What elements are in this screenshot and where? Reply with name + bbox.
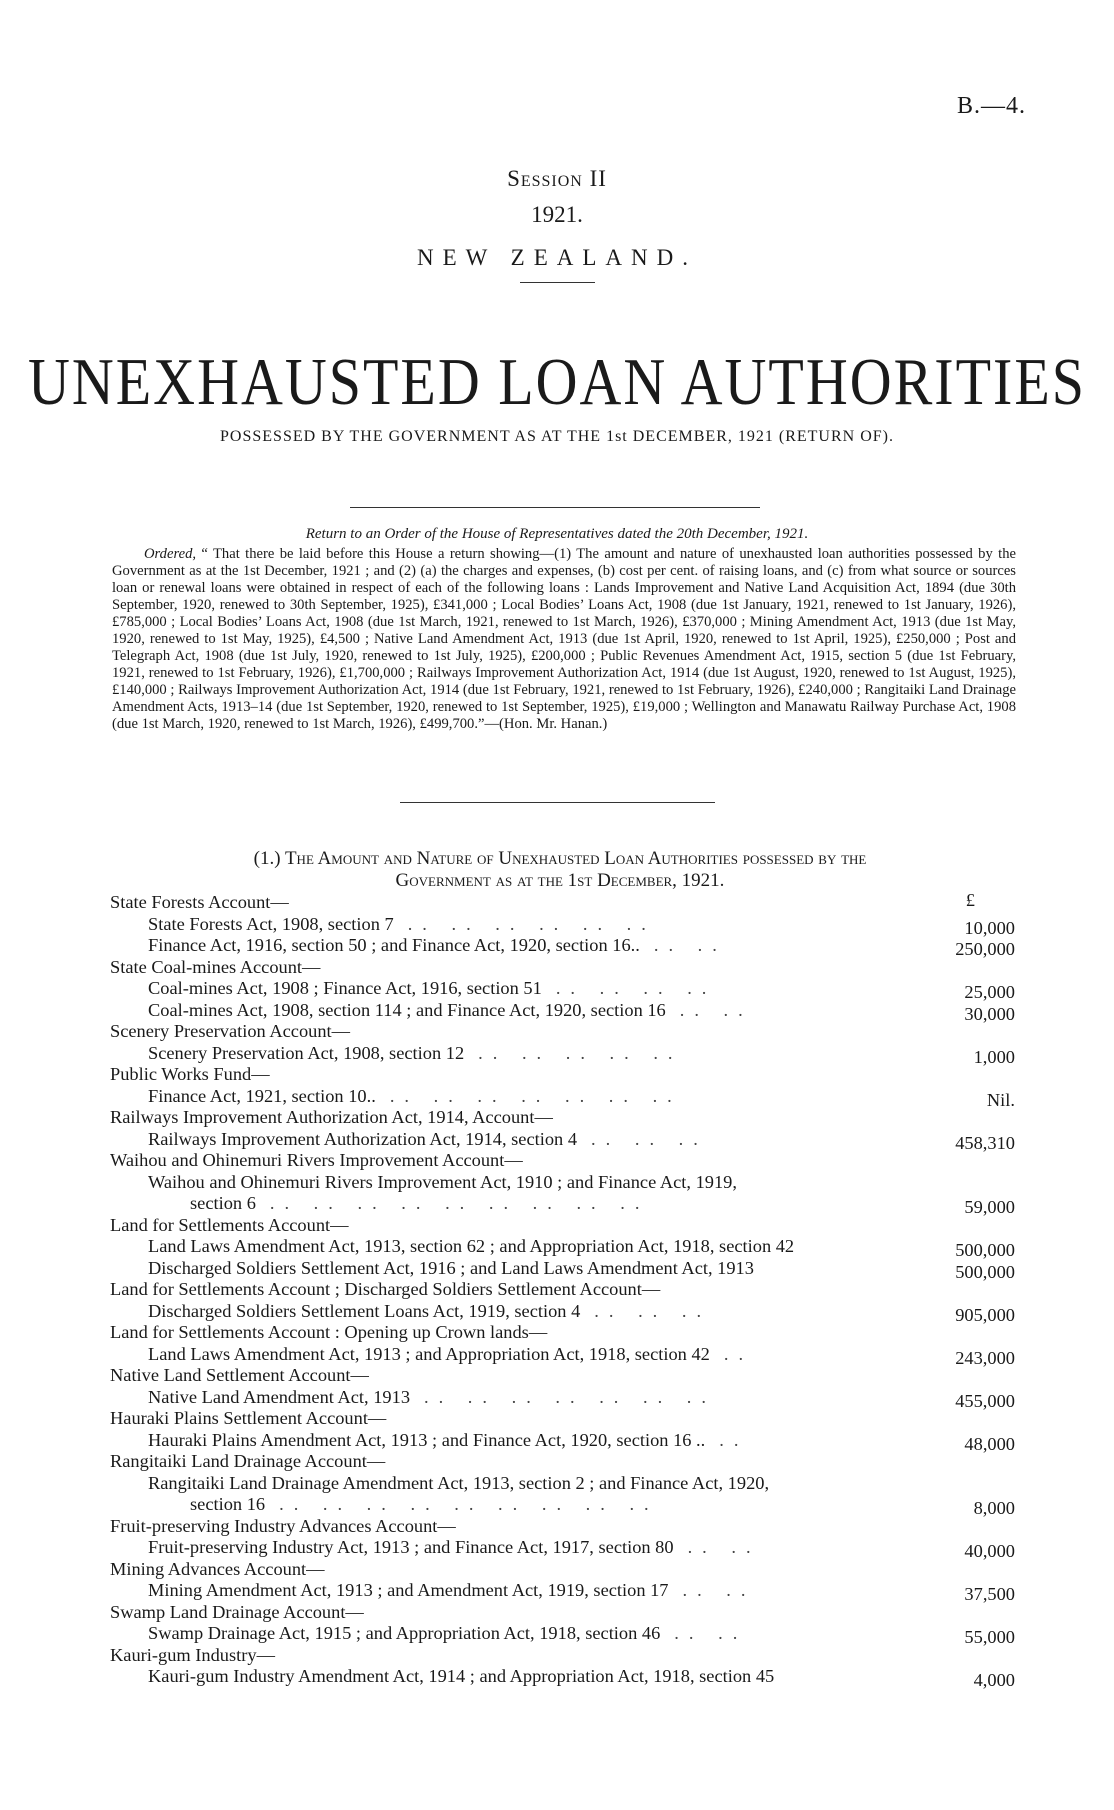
loan-authority-row — [110, 1387, 1015, 1409]
act-description: Hauraki Plains Amendment Act, 1913 ; and Finance Act, 1920, section 16 .. — [148, 1429, 706, 1450]
amount-value: 30,000 — [964, 1003, 1015, 1024]
loan-authority-row — [110, 935, 1015, 957]
leader-dots: .. .. .. — [591, 1128, 708, 1149]
act-description: Mining Amendment Act, 1913 ; and Amendment Act, 1919, section 17 — [148, 1580, 669, 1600]
loan-authority-row — [110, 1473, 1015, 1495]
leader-dots: .. .. — [679, 999, 753, 1020]
order-paragraph — [112, 546, 1016, 733]
loan-authority-row — [110, 1430, 1015, 1452]
account-heading — [110, 1215, 1015, 1237]
amount-value: 8,000 — [973, 1498, 1015, 1518]
divider — [400, 802, 715, 803]
account-heading — [110, 1107, 1015, 1129]
leader-dots: .. .. — [682, 1580, 756, 1600]
amount-value: 250,000 — [955, 939, 1015, 959]
leader-dots: .. .. — [687, 1537, 761, 1557]
act-description: Land Laws Amendment Act, 1913 ; and Appropriation Act, 1918, section 42 — [148, 1343, 710, 1364]
amount-value: 500,000 — [955, 1261, 1015, 1282]
leader-dots: .. .. — [653, 935, 727, 955]
leader-dots: .. .. .. .. .. — [478, 1042, 683, 1063]
act-description: Railways Improvement Authorization Act, 1914, section 4 — [148, 1128, 578, 1149]
act-description: Rangitaiki Land Drainage Amendment Act, 1913, section 2 ; and Finance Act, 1920, — [148, 1472, 770, 1493]
amount-value: 455,000 — [955, 1390, 1015, 1411]
leader-dots: .. .. .. .. .. .. .. — [424, 1386, 716, 1407]
page-subtitle: POSSESSED BY THE GOVERNMENT AS AT THE 1st DECEMBER, 1921 (RETURN OF). — [220, 428, 894, 445]
loan-authority-row — [110, 914, 1015, 936]
account-heading — [110, 1516, 1015, 1538]
loan-authority-row — [110, 978, 1015, 1000]
act-description: Coal-mines Act, 1908 ; Finance Act, 1916, section 51 — [148, 978, 542, 998]
amount-value: 1,000 — [973, 1046, 1015, 1067]
amount-value: 59,000 — [964, 1197, 1015, 1217]
account-heading — [110, 1021, 1015, 1043]
loan-authority-row — [110, 1043, 1015, 1065]
order-heading: Return to an Order of the House of Representatives dated the 20th December, 1921. — [305, 526, 809, 542]
leader-dots: .. .. — [674, 1623, 748, 1643]
account-name: State Coal-mines Account— — [110, 956, 321, 977]
country-label: NEW ZEALAND. — [416, 245, 698, 270]
amount-value: 500,000 — [955, 1240, 1015, 1260]
leader-dots: .. .. .. .. .. .. — [407, 913, 656, 934]
account-name: Waihou and Ohinemuri Rivers Improvement Account— — [110, 1150, 523, 1170]
leader-dots: .. .. .. .. .. .. .. — [389, 1085, 682, 1106]
account-name: Scenery Preservation Account— — [110, 1021, 351, 1041]
account-name: State Forests Account— — [110, 892, 289, 912]
amount-value: 40,000 — [964, 1541, 1015, 1561]
act-description: Fruit-preserving Industry Act, 1913 ; and Finance Act, 1917, section 80 — [148, 1537, 674, 1557]
act-description: section 16 — [190, 1494, 266, 1514]
act-description: Coal-mines Act, 1908, section 114 ; and Finance Act, 1920, section 16 — [148, 999, 666, 1020]
account-heading — [110, 1408, 1015, 1430]
amount-value: 905,000 — [955, 1304, 1015, 1325]
account-heading — [110, 1279, 1015, 1301]
session-label: Session II — [507, 166, 607, 191]
account-name: Native Land Settlement Account— — [110, 1365, 369, 1385]
act-description: Kauri-gum Industry Amendment Act, 1914 ; and Appropriation Act, 1918, section 45 — [148, 1666, 775, 1686]
leader-dots: .. .. .. .. — [555, 978, 717, 998]
leader-dots: .. .. .. .. .. .. .. .. .. — [279, 1494, 659, 1514]
year-label: 1921. — [531, 202, 583, 227]
amount-value: 4,000 — [973, 1670, 1015, 1690]
divider — [520, 282, 595, 283]
page-title: UNEXHAUSTED LOAN AUTHORITIES — [27, 344, 1087, 419]
loan-authority-row — [110, 1580, 1015, 1602]
act-description: Swamp Drainage Act, 1915 ; and Appropriation Act, 1918, section 46 — [148, 1623, 661, 1643]
act-description: section 6 — [190, 1193, 256, 1213]
amount-value: 55,000 — [964, 1627, 1015, 1647]
loan-authority-row — [110, 1000, 1015, 1022]
amount-value: 458,310 — [955, 1132, 1015, 1153]
loan-authority-row — [110, 1129, 1015, 1151]
act-description: Native Land Amendment Act, 1913 — [148, 1386, 411, 1407]
loan-authority-row — [110, 1301, 1015, 1323]
account-heading — [110, 1602, 1015, 1624]
section-title-line-2: Government as at the 1st December, 1921. — [395, 870, 725, 891]
account-name: Land for Settlements Account— — [110, 1214, 349, 1235]
loan-authority-row — [110, 1236, 1015, 1258]
account-heading — [110, 1322, 1015, 1344]
divider — [350, 507, 760, 508]
loan-authority-row — [110, 1193, 1015, 1215]
account-name: Land for Settlements Account ; Discharged Soldiers Settlement Account— — [110, 1279, 661, 1299]
account-heading — [110, 1645, 1015, 1667]
act-description: Finance Act, 1916, section 50 ; and Finance Act, 1920, section 16.. — [148, 935, 640, 955]
amount-value: 10,000 — [964, 917, 1015, 938]
account-name: Swamp Land Drainage Account— — [110, 1601, 364, 1622]
ordered-label: Ordered, — [144, 546, 197, 562]
loan-authority-row — [110, 1086, 1015, 1108]
account-heading — [110, 1451, 1015, 1473]
act-description: State Forests Act, 1908, section 7 — [148, 913, 394, 934]
leader-dots: .. — [719, 1429, 749, 1450]
amount-value: 48,000 — [964, 1433, 1015, 1454]
account-name: Mining Advances Account— — [110, 1558, 325, 1579]
account-name: Land for Settlements Account : Opening up Crown lands— — [110, 1322, 548, 1342]
account-name: Kauri-gum Industry— — [110, 1644, 275, 1665]
order-text: “ That there be laid before this House a return showing—(1) The amount and nature of unexhausted loan authorities possessed by the Government as at the 1st December, 1921 ; and (2) (a) the charges and expenses, (b) cost per cent. of raising loans, and (c) from what source or sources loan or renewal loans were obtained in respect of each of the following loans : Lands Improvement and Native Land Acquisition Act, 1894 (due 30th September, 1920, renewed to 30th September, 1925), £341,000 ; Local Bodies’ Loans Act, 1908 (due 1st January, 1921, renewed to 1st January, 1926), £785,000 ; Local Bodies’ Loans Act, 1908 (due 1st March, 1921, renewed to 1st March, 1926), £370,000 ; Mining Amendment Act, 1913 (due 1st May, 1920, renewed to 1st May, 1925), £4,500 ; Native Land Amendment Act, 1913 (due 1st April, 1920, renewed to 1st April, 1925), £250,000 ; Post and Telegraph Act, 1908 (due 1st July, 1920, renewed to 1st July, 1925), £200,000 ; Public Revenues Amendment Act, 1915, section 5 (due 1st February, 1921, renewed to 1st February, 1926), £1,700,000 ; Railways Improvement Authorization Act, 1914 (due 1st August, 1920, renewed to 1st August, 1925), £140,000 ; Railways Improvement Authorization Act, 1914 (due 1st February, 1921, renewed to 1st February, 1926), £240,000 ; Rangitaiki Land Drainage Amendment Acts, 1913–14 (due 1st September, 1920, renewed to 1st September, 1925), £19,000 ; Wellington and Manawatu Railway Purchase Act, 1908 (due 1st March, 1920, renewed to 1st March, 1926), £499,700.”—(Hon. Mr. Hanan.) — [112, 546, 1016, 732]
account-heading — [110, 1150, 1015, 1172]
account-name: Railways Improvement Authorization Act, 1914, Account— — [110, 1107, 553, 1127]
account-heading — [110, 957, 1015, 979]
loan-authorities-list — [110, 892, 1015, 1688]
act-description: Land Laws Amendment Act, 1913, section 62 ; and Appropriation Act, 1918, section 42 — [148, 1236, 795, 1256]
account-name: Fruit-preserving Industry Advances Account— — [110, 1515, 456, 1536]
amount-value: 25,000 — [964, 982, 1015, 1002]
amount-value: 243,000 — [955, 1347, 1015, 1368]
loan-authority-row — [110, 1258, 1015, 1280]
account-heading — [110, 1064, 1015, 1086]
loan-authority-row — [110, 1344, 1015, 1366]
account-name: Rangitaiki Land Drainage Account— — [110, 1451, 386, 1471]
leader-dots: .. — [723, 1343, 754, 1364]
section-title-line-1: (1.) The Amount and Nature of Unexhausted Loan Authorities possessed by the — [253, 848, 867, 869]
loan-authority-row — [110, 1172, 1015, 1194]
section-title — [140, 848, 980, 892]
amount-value: 37,500 — [964, 1584, 1015, 1604]
act-description: Discharged Soldiers Settlement Act, 1916 ; and Land Laws Amendment Act, 1913 — [148, 1257, 754, 1278]
amount-value: Nil. — [986, 1089, 1015, 1110]
document-reference: B.—4. — [956, 93, 1026, 119]
loan-authority-row — [110, 1537, 1015, 1559]
account-name: Public Works Fund— — [110, 1064, 270, 1084]
leader-dots: .. .. .. — [594, 1300, 712, 1321]
loan-authority-row — [110, 1494, 1015, 1516]
act-description: Discharged Soldiers Settlement Loans Act, 1919, section 4 — [148, 1300, 581, 1321]
leader-dots: .. .. .. .. .. .. .. .. .. — [269, 1193, 650, 1213]
act-description: Scenery Preservation Act, 1908, section 12 — [148, 1042, 465, 1063]
currency-symbol: £ — [965, 890, 975, 910]
act-description: Waihou and Ohinemuri Rivers Improvement Act, 1910 ; and Finance Act, 1919, — [148, 1171, 737, 1192]
loan-authority-row — [110, 1623, 1015, 1645]
account-name: Hauraki Plains Settlement Account— — [110, 1408, 387, 1428]
act-description: Finance Act, 1921, section 10.. — [148, 1085, 376, 1106]
account-heading — [110, 1559, 1015, 1581]
loan-authority-row — [110, 1666, 1015, 1688]
account-heading — [110, 892, 1015, 914]
account-heading — [110, 1365, 1015, 1387]
